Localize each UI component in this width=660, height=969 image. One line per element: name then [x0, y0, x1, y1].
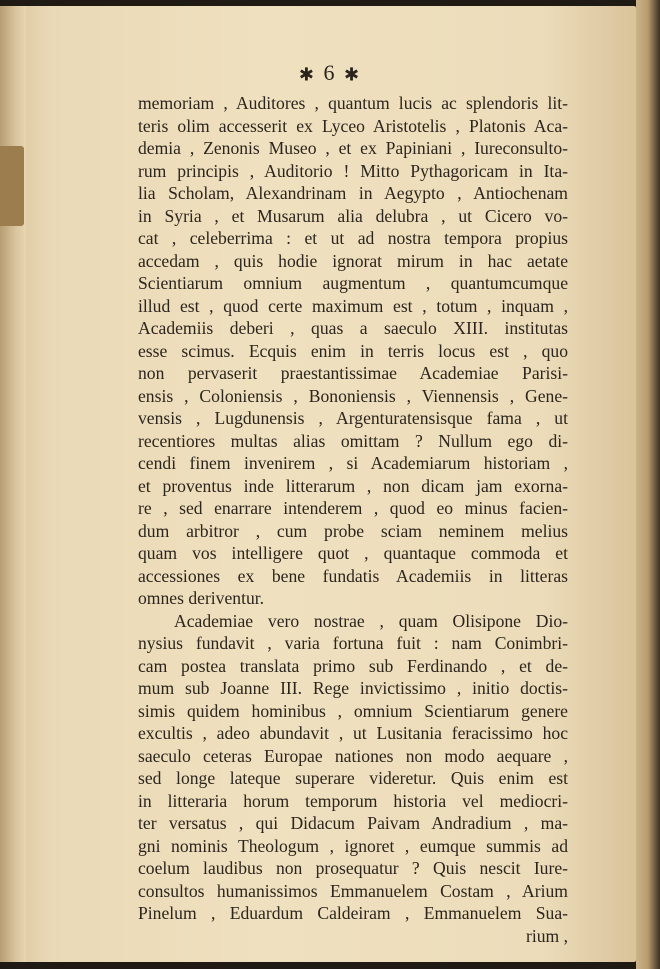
text-line: cendi finem invenirem , si Academiarum historiam , [138, 453, 568, 473]
text-line: accedam , quis hodie ignorat mirum in hac aetate [138, 250, 568, 271]
text-line: recentiores multas alias omittam ? Nullum ego di- [138, 430, 568, 451]
text-line: Pinelum , Eduardum Caldeiram , Emmanuelem Sua- [138, 903, 568, 923]
text-line: illud est , quod certe maximum est , totum , inquam , [138, 295, 568, 316]
text-line: accessiones ex bene fundatis Academiis in litteras [138, 565, 568, 586]
page-tab-marker [0, 146, 24, 226]
text-line: in Syria , et Musarum alia delubra , ut Cicero vo- [138, 205, 568, 226]
text-line: ensis , Coloniensis , Bononiensis , Viennensis , Gene- [138, 385, 568, 406]
text-line: et proventus inde litterarum , non dicam jam exorna- [138, 475, 568, 496]
text-line: cam postea translata primo sub Ferdinando , et de- [138, 655, 568, 676]
page-header [0, 60, 660, 86]
ornament-right-icon: ✱ [344, 64, 362, 85]
page-number: 6 [323, 60, 337, 85]
ornament-left-icon: ✱ [298, 64, 316, 85]
text-line: sed longe lateque superare videretur. Quis enim est [138, 768, 568, 788]
text-line: consultos humanissimos Emmanuelem Costam , Arium [138, 880, 568, 901]
text-line: nysius fundavit , varia fortuna fuit : nam Conimbri- [138, 633, 568, 653]
text-line: omnes deriventur. [138, 588, 265, 608]
text-line: non pervaserit praestantissimae Academiae Parisi- [138, 363, 568, 383]
body-text [138, 92, 568, 947]
text-line: teris olim accesserit ex Lyceo Aristotelis , Platonis Aca- [138, 115, 568, 136]
text-line: excultis , adeo abundavit , ut Lusitania feracissimo hoc [138, 723, 568, 743]
text-line: Academiis deberi , quas a saeculo XIII. institutas [138, 318, 568, 338]
text-line: Scientiarum omnium augmentum , quantumcumque [138, 273, 568, 293]
text-line: in litteraria horum temporum historia vel mediocri- [138, 790, 568, 811]
text-line: ter versatus , qui Didacum Paivam Andradium , ma- [138, 813, 568, 833]
text-line: gni nominis Theologum , ignoret , eumque summis ad [138, 835, 568, 856]
text-line: coelum laudibus non prosequatur ? Quis nescit Iure- [138, 858, 568, 878]
text-line: rum principis , Auditorio ! Mitto Pythagoricam in Ita- [138, 160, 568, 181]
text-line: mum sub Joanne III. Rege invictissimo , initio doctis- [138, 678, 568, 698]
text-line: esse scimus. Ecquis enim in terris locus est , quo [138, 340, 568, 361]
paragraph-start-line: Academiae vero nostrae , quam Olisipone Dio- [174, 610, 568, 631]
text-line: dum arbitror , cum probe sciam neminem melius [138, 520, 568, 541]
text-line: quam vos intelligere quot , quantaque commoda et [138, 543, 568, 563]
text-line: cat , celeberrima : et ut ad nostra tempora propius [138, 228, 568, 248]
text-line: memoriam , Auditores , quantum lucis ac splendoris lit- [138, 93, 568, 113]
text-line: re , sed enarrare intenderem , quod eo minus facien- [138, 498, 568, 518]
page-edge [636, 0, 660, 969]
text-line: lia Scholam, Alexandrinam in Aegypto , Antiochenam [138, 183, 568, 203]
text-line: simis quidem hominibus , omnium Scientiarum genere [138, 700, 568, 721]
catchword: rium , [525, 925, 568, 946]
text-line: vensis , Lugdunensis , Argenturatensisque fama , ut [138, 408, 568, 428]
text-line: demia , Zenonis Museo , et ex Papiniani , Iureconsulto- [138, 138, 568, 158]
text-line: saeculo ceteras Europae nationes non modo aequare , [138, 745, 568, 766]
